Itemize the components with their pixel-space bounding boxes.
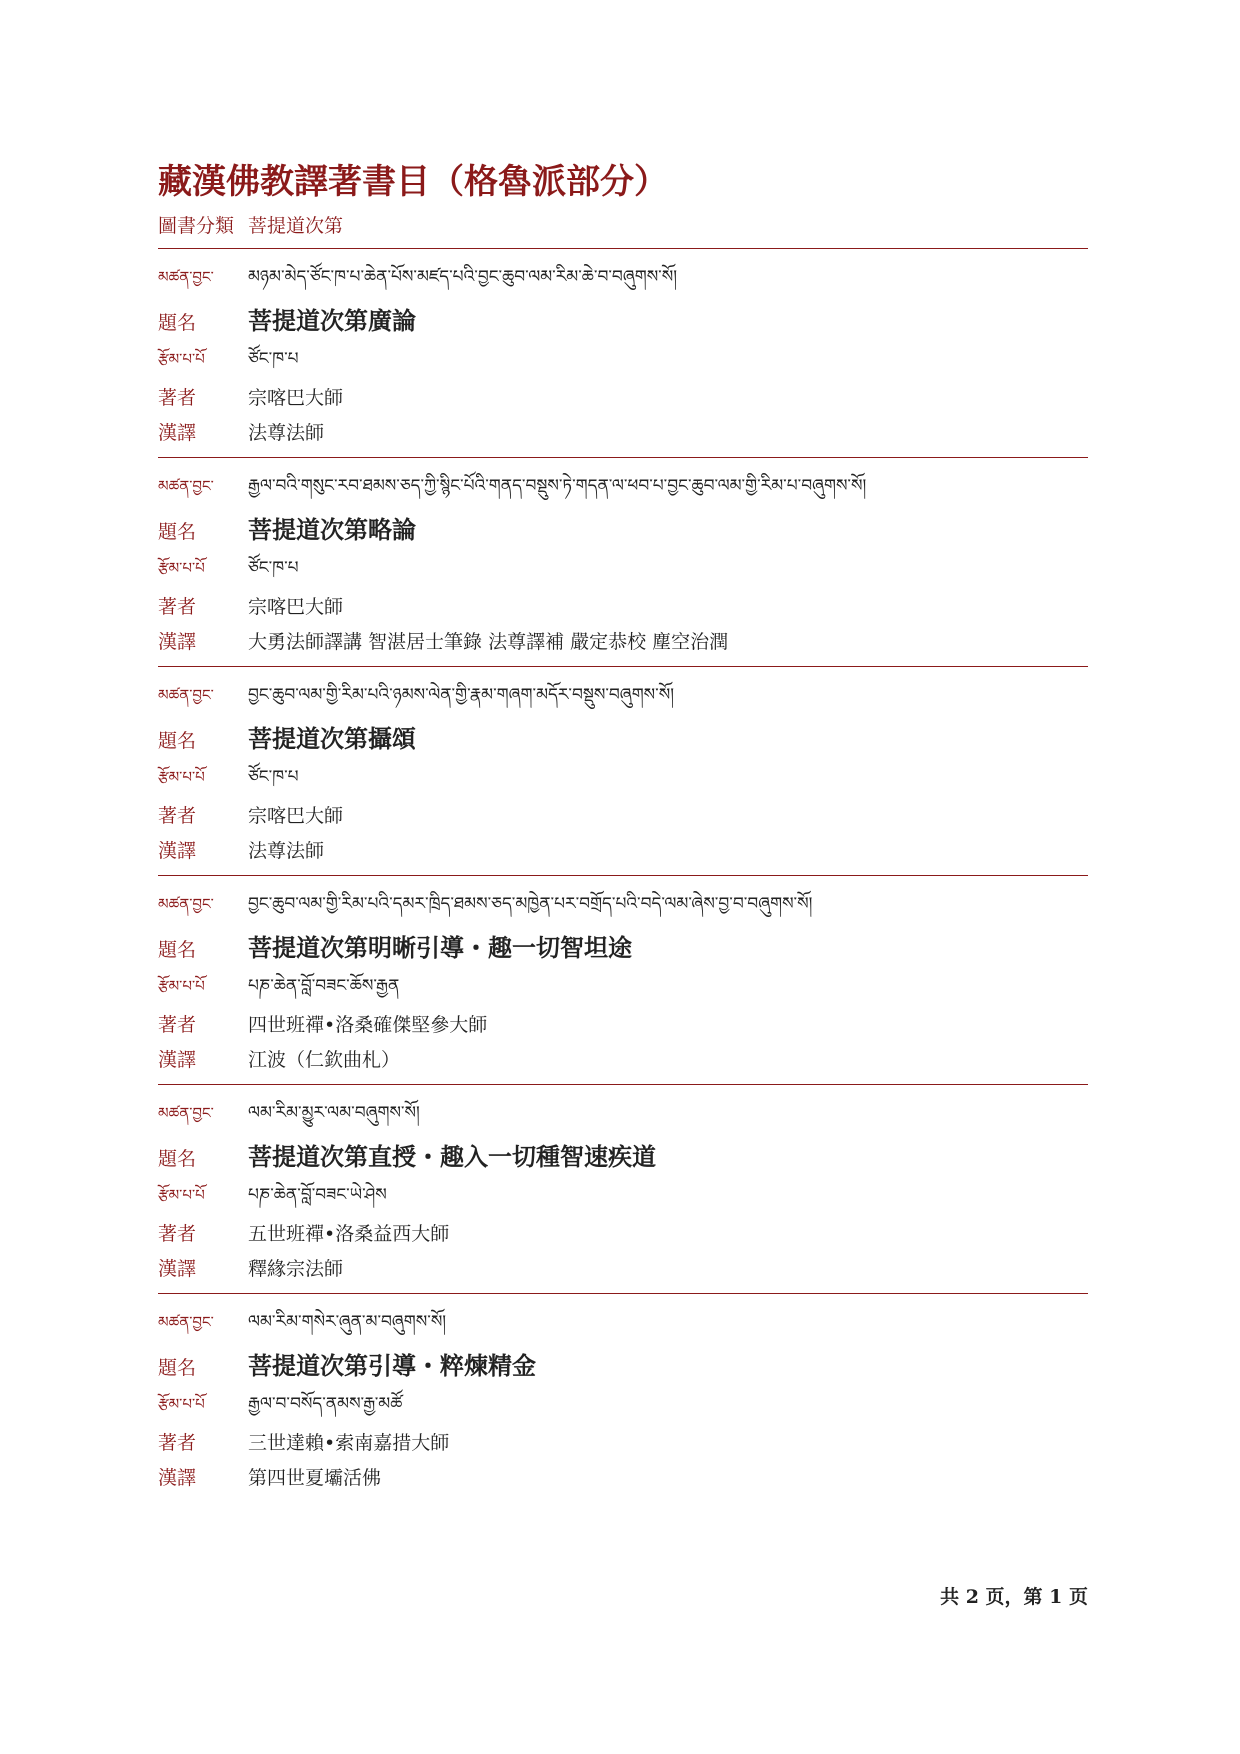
tibetan-author-label: རྩོམ་པ་པོ: [158, 350, 205, 368]
tibetan-title-label: མཚན་བྱང་: [158, 477, 214, 495]
chinese-title: 菩提道次第略論: [248, 516, 416, 544]
tibetan-author: ཙོང་ཁ་པ: [248, 558, 299, 578]
author-label: 著者: [158, 387, 197, 409]
catalog-entry: [158, 248, 1088, 457]
translator: 大勇法師譯講 智湛居士筆錄 法尊譯補 嚴定恭校 塵空治潤: [248, 631, 729, 653]
translator-label: 漢譯: [158, 840, 197, 862]
translator: 法尊法師: [248, 840, 325, 862]
tibetan-author-label: རྩོམ་པ་པོ: [158, 1395, 205, 1413]
catalog-entry: [158, 875, 1088, 1084]
chinese-title: 菩提道次第明晰引導・趣一切智坦途: [248, 934, 632, 962]
author: 宗喀巴大師: [248, 805, 344, 827]
tibetan-author-label: རྩོམ་པ་པོ: [158, 768, 205, 786]
chinese-title-label: 題名: [158, 521, 197, 543]
author: 宗喀巴大師: [248, 387, 344, 409]
tibetan-author: ཙོང་ཁ་པ: [248, 767, 299, 787]
author-label: 著者: [158, 805, 197, 827]
translator: 法尊法師: [248, 422, 325, 444]
tibetan-title-label: མཚན་བྱང་: [158, 268, 214, 286]
chinese-title-label: 題名: [158, 312, 197, 334]
tibetan-title: ལམ་རིམ་མྱུར་ལམ་བཞུགས་སོ།: [248, 1103, 420, 1123]
tibetan-author: པཎ་ཆེན་བློ་བཟང་ཡེ་ཤེས: [248, 1185, 387, 1205]
category-value: 菩提道次第: [248, 215, 344, 237]
tibetan-author: རྒྱལ་བ་བསོད་ནམས་རྒྱ་མཚོ: [248, 1394, 403, 1414]
author-label: 著者: [158, 1223, 197, 1245]
tibetan-title-label: མཚན་བྱང་: [158, 686, 214, 704]
translator: 釋緣宗法師: [248, 1258, 344, 1280]
catalog-entry: [158, 666, 1088, 875]
author: 宗喀巴大師: [248, 596, 344, 618]
catalog-page: [158, 160, 1088, 1502]
translator-label: 漢譯: [158, 1258, 197, 1280]
translator-label: 漢譯: [158, 1467, 197, 1489]
chinese-title: 菩提道次第攝頌: [248, 725, 416, 753]
tibetan-author-label: རྩོམ་པ་པོ: [158, 977, 205, 995]
page-title: 藏漢佛教譯著書目（格魯派部分）: [158, 162, 668, 202]
catalog-entry: [158, 457, 1088, 666]
category-label: 圖書分類: [158, 215, 235, 237]
translator: 江波（仁欽曲札）: [248, 1049, 401, 1071]
author: 四世班禪•洛桑確傑堅參大師: [248, 1014, 488, 1036]
tibetan-title-label: མཚན་བྱང་: [158, 1313, 214, 1331]
chinese-title-label: 題名: [158, 1357, 197, 1379]
translator-label: 漢譯: [158, 1049, 197, 1071]
tibetan-title: བྱང་ཆུབ་ལམ་གྱི་རིམ་པའི་དམར་ཁྲིད་ཐམས་ཅད་མཁྱེན་པར་བགྲོད་པའི་བདེ་ལམ་ཞེས་བྱ་བ་བཞུགས་སོ།: [248, 894, 813, 914]
chinese-title: 菩提道次第廣論: [248, 307, 416, 335]
tibetan-title-label: མཚན་བྱང་: [158, 895, 214, 913]
author: 五世班禪•洛桑益西大師: [248, 1223, 450, 1245]
tibetan-title: མཉམ་མེད་ཙོང་ཁ་པ་ཆེན་པོས་མཛད་པའི་བྱང་ཆུབ་ལམ་རིམ་ཆེ་བ་བཞུགས་སོ།: [248, 267, 677, 287]
tibetan-author: པཎ་ཆེན་བློ་བཟང་ཆོས་རྒྱན: [248, 976, 400, 996]
tibetan-title: ལམ་རིམ་གསེར་ཞུན་མ་བཞུགས་སོ།: [248, 1312, 447, 1332]
tibetan-author: ཙོང་ཁ་པ: [248, 349, 299, 369]
author-label: 著者: [158, 596, 197, 618]
tibetan-author-label: རྩོམ་པ་པོ: [158, 1186, 205, 1204]
translator: 第四世夏壩活佛: [248, 1467, 382, 1489]
tibetan-title: རྒྱལ་བའི་གསུང་རབ་ཐམས་ཅད་ཀྱི་སྙིང་པོའི་གནད་བསྡུས་ཏེ་གདན་ལ་ཕབ་པ་བྱང་ཆུབ་ལམ་གྱི་རིམ་པ་བཞུགས་སོ།: [248, 476, 867, 496]
category-line: [158, 212, 1088, 240]
page-number: 共 2 页，第 1 页: [940, 1586, 1088, 1608]
chinese-title-label: 題名: [158, 939, 197, 961]
author-label: 著者: [158, 1014, 197, 1036]
tibetan-title-label: མཚན་བྱང་: [158, 1104, 214, 1122]
tibetan-author-label: རྩོམ་པ་པོ: [158, 559, 205, 577]
chinese-title: 菩提道次第直授・趣入一切種智速疾道: [248, 1143, 656, 1171]
tibetan-title: བྱང་ཆུབ་ལམ་གྱི་རིམ་པའི་ཉམས་ལེན་གྱི་རྣམ་གཞག་མདོར་བསྡུས་བཞུགས་སོ།: [248, 685, 674, 705]
catalog-entry: [158, 1084, 1088, 1293]
chinese-title-label: 題名: [158, 730, 197, 752]
translator-label: 漢譯: [158, 631, 197, 653]
chinese-title-label: 題名: [158, 1148, 197, 1170]
catalog-entry: [158, 1293, 1088, 1502]
chinese-title: 菩提道次第引導・粹煉精金: [248, 1352, 536, 1380]
translator-label: 漢譯: [158, 422, 197, 444]
entry-list: [158, 248, 1088, 1502]
author: 三世達賴•索南嘉措大師: [248, 1432, 450, 1454]
author-label: 著者: [158, 1432, 197, 1454]
